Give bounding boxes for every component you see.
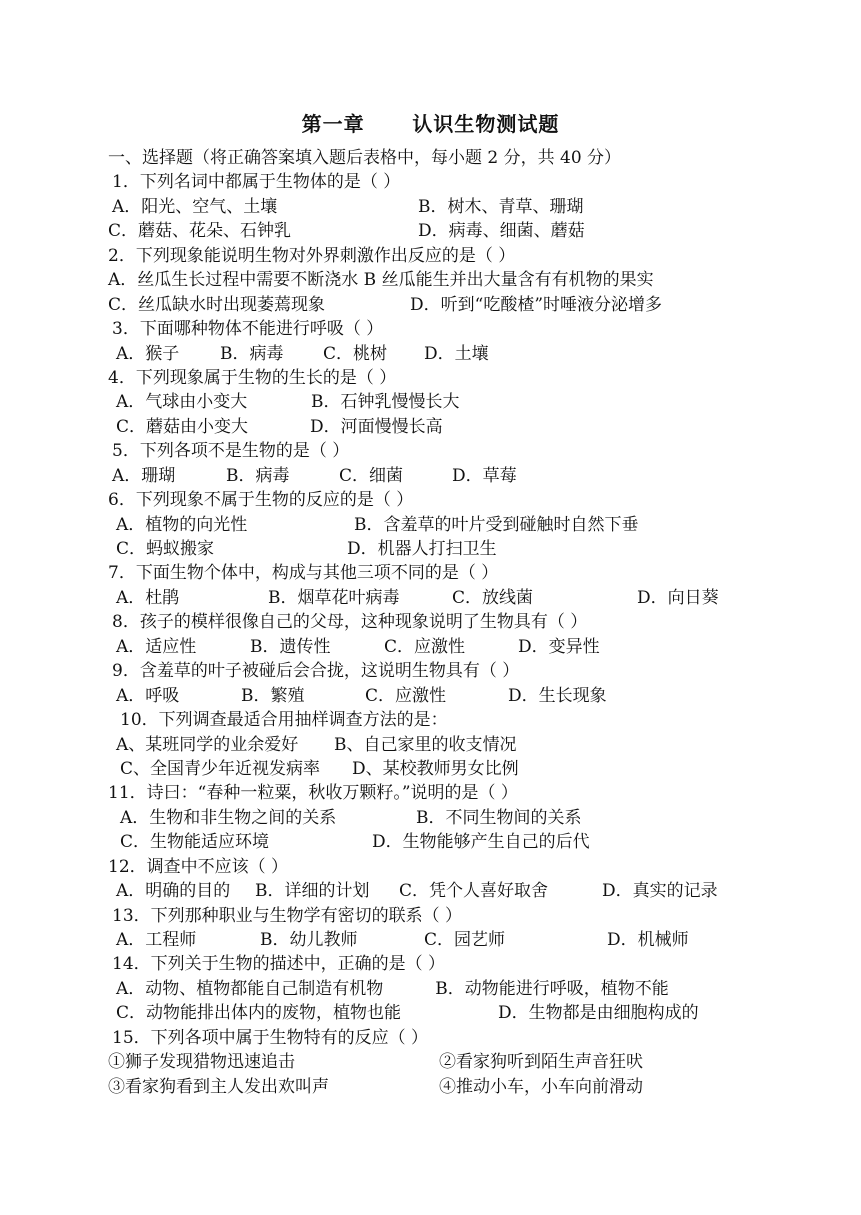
option: B．幼儿教师: [260, 930, 358, 950]
question-stem: 3．下面哪种物体不能进行呼吸（ ）: [112, 319, 384, 340]
option: D．听到“吃酸楂”时唾液分泌增多: [410, 294, 663, 315]
option: C．动物能排出体内的废物，植物也能: [116, 1003, 402, 1024]
question-stem: 9．含羞草的叶子被碰后会合拢，这说明生物具有（ ）: [112, 661, 520, 682]
option: D．病毒、细菌、蘑菇: [418, 221, 585, 242]
options-row: [108, 537, 763, 561]
option: A．杜鹃: [116, 587, 180, 608]
options-row: [108, 293, 763, 317]
options-row: [108, 464, 763, 488]
option: C．蘑菇、花朵、石钟乳: [108, 221, 292, 242]
option: B．动物能进行呼吸，植物不能: [435, 978, 669, 999]
question-stem: 2．下列现象能说明生物对外界刺激作出反应的是（ ）: [108, 245, 516, 266]
option: D．向日葵: [637, 587, 719, 608]
option: D．土壤: [424, 343, 489, 364]
option: ④推动小车，小车向前滑动: [439, 1076, 643, 1097]
options-row: [108, 928, 763, 952]
options-row: [108, 684, 763, 708]
question-stem: 13．下列那种职业与生物学有密切的联系（ ）: [112, 905, 463, 926]
option: ③看家狗看到主人发出欢叫声: [108, 1076, 329, 1097]
option: A．工程师: [116, 930, 197, 950]
option: B．含羞草的叶片受到碰触时自然下垂: [354, 514, 639, 535]
option: ②看家狗听到陌生声音狂吠: [439, 1052, 643, 1073]
question-stem: 4．下列现象属于生物的生长的是（ ）: [108, 367, 397, 388]
question-stem: 11．诗曰：“春种一粒粟，秋收万颗籽。”说明的是（ ）: [108, 783, 518, 804]
option: A．适应性: [116, 636, 197, 657]
option: C．应激性: [384, 636, 466, 657]
option: B．繁殖: [241, 685, 305, 706]
options-row: [108, 513, 763, 537]
option: A．气球由小变大: [116, 392, 248, 413]
option: C、全国青少年近视发病率: [120, 758, 321, 779]
options-row: [108, 415, 763, 439]
question-stem: 6．下列现象不属于生物的反应的是（ ）: [108, 490, 414, 511]
options-row: [108, 757, 763, 781]
question-stem: 15．下列各项中属于生物特有的反应（ ）: [112, 1027, 429, 1048]
question-stem: 1．下列名词中都属于生物体的是（ ）: [112, 172, 401, 193]
option: C．放线菌: [452, 587, 534, 608]
option: D．生物都是由细胞构成的: [498, 1003, 699, 1024]
option: C．园艺师: [424, 930, 506, 950]
options-row: [108, 390, 763, 414]
option: A．猴子: [116, 343, 180, 364]
option: A．植物的向光性: [116, 514, 248, 535]
option: D．生物能够产生自己的后代: [372, 832, 590, 853]
option: C．细菌: [339, 465, 404, 486]
option: A．阳光、空气、土壤: [112, 196, 278, 217]
option: C．凭个人喜好取舍: [399, 881, 549, 902]
option: A、某班同学的业余爱好: [116, 734, 299, 755]
option: B．详细的计划: [255, 881, 370, 902]
options-row: [108, 195, 763, 219]
option: C．蚂蚁搬家: [116, 539, 215, 559]
option: D、某校教师男女比例: [352, 758, 519, 779]
options-row: [108, 879, 763, 903]
question-stem: 7．下面生物个体中，构成与其他三项不同的是（ ）: [108, 563, 499, 584]
question-stem: 10．下列调查最适合用抽样调查方法的是：: [120, 710, 448, 731]
options-row: [108, 635, 763, 659]
option: C．生物能适应环境: [120, 832, 270, 853]
option: B、自己家里的收支情况: [334, 734, 517, 755]
options-row: [108, 1075, 763, 1099]
options-row: [108, 977, 763, 1001]
option: D．变异性: [518, 636, 600, 657]
option: D．河面慢慢长高: [310, 416, 443, 437]
option: A．动物、植物都能自己制造有机物: [116, 978, 384, 999]
option: D．草莓: [452, 465, 517, 486]
question-stem: 12．调查中不应该（ ）: [108, 856, 289, 877]
options-row: [108, 733, 763, 757]
options-row: [108, 830, 763, 854]
option: D．机器人打扫卫生: [347, 539, 497, 559]
option: C．丝瓜缺水时出现萎蔫现象: [108, 294, 326, 315]
options-row: [108, 1001, 763, 1025]
question-stem: 14．下列关于生物的描述中，正确的是（ ）: [112, 954, 446, 975]
options-row: [108, 586, 763, 610]
option: B．病毒: [220, 343, 284, 364]
option: B．烟草花叶病毒: [268, 587, 400, 608]
exam-content: [108, 146, 763, 1099]
question-stem: 8．孩子的模样很像自己的父母，这种现象说明了生物具有（ ）: [112, 612, 588, 633]
options-row: [108, 342, 763, 366]
option: A．珊瑚: [112, 465, 176, 486]
section-header: 一、选择题（将正确答案填入题后表格中，每小题 2 分，共 40 分）: [108, 148, 622, 168]
options-row: [108, 806, 763, 830]
question-stem: 5．下列各项不是生物的是（ ）: [112, 441, 350, 462]
option: D．生长现象: [508, 685, 607, 706]
option: D．真实的记录: [602, 881, 718, 902]
option: C．桃树: [323, 343, 388, 364]
options-row: [108, 219, 763, 243]
option: B．不同生物间的关系: [416, 807, 582, 828]
option: C．应激性: [365, 685, 447, 706]
options-row: [108, 1050, 763, 1074]
option: A．丝瓜生长过程中需要不断浇水 B 丝瓜能生并出大量含有有机物的果实: [108, 270, 654, 291]
option: B．遗传性: [250, 636, 331, 657]
page-title: 第一章 认识生物测试题: [301, 112, 560, 136]
option: C．蘑菇由小变大: [116, 416, 249, 437]
option: D．机械师: [607, 930, 689, 950]
option: A．呼吸: [116, 685, 180, 706]
option: A．明确的目的: [116, 881, 231, 902]
option: B．树木、青草、珊瑚: [418, 196, 584, 217]
option: A．生物和非生物之间的关系: [120, 807, 337, 828]
option: ①狮子发现猎物迅速追击: [108, 1052, 295, 1073]
option: B．病毒: [226, 465, 290, 486]
option: B．石钟乳慢慢长大: [311, 392, 460, 413]
